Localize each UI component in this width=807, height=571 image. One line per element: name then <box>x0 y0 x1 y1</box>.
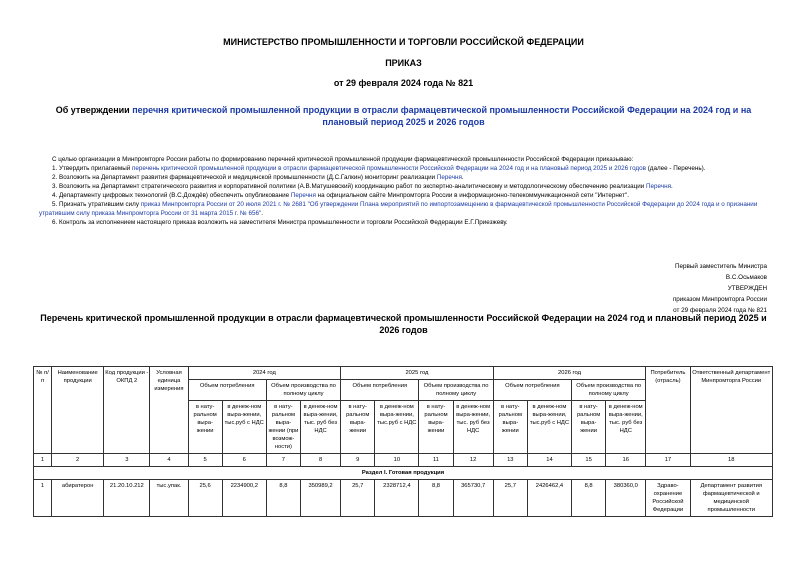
col-num: 16 <box>606 454 646 467</box>
signer-position: Первый заместитель Министра <box>674 263 767 270</box>
p5-text: 5. Признать утратившим силу <box>52 201 141 208</box>
col-num: 8 <box>300 454 340 467</box>
col-num: 4 <box>150 454 188 467</box>
header-natural: в нату-ральном выра-жении <box>493 401 527 454</box>
ministry-name: МИНИСТЕРСТВО ПРОМЫШЛЕННОСТИ И ТОРГОВЛИ РОССИЙСКОЙ ФЕДЕРАЦИИ <box>223 37 584 47</box>
value-cell: 380360,0 <box>606 480 646 517</box>
header-consumption-2026: Объем потребления <box>493 380 571 401</box>
value-cell: 8,8 <box>266 480 300 517</box>
header-consumption-2025: Объем потребления <box>341 380 419 401</box>
product-name: абиратерон <box>52 480 104 517</box>
consumer-cell: Здраво-охранение Российской Федерации <box>646 480 690 517</box>
col-num: 7 <box>266 454 300 467</box>
col-num: 9 <box>341 454 375 467</box>
p1-link[interactable]: перечень критической промышленной продукции в отрасли фармацевтической промышленности Российской Федерации на 2024 год и на плановый период 2025 и 2026 годов <box>132 165 646 172</box>
header-consumption-2024: Объем потребления <box>188 380 266 401</box>
header-unit: Условная единица измерения <box>150 367 188 454</box>
value-cell: 25,7 <box>341 480 375 517</box>
value-cell: 25,7 <box>493 480 527 517</box>
section-title: Раздел I. Готовая продукция <box>34 467 773 480</box>
signer-name: В.С.Осьмаков <box>725 274 767 281</box>
p5-link[interactable]: приказ Минпромторга России от 20 июля 2021 г. № 2681 "Об утверждении Плана мероприятий по импортозамещению в фармацевтической промышленности Российской Федерации до 2024 года и о признании утратившим силу приказа Минпромторга России от 31 марта 2015 г. № 656" <box>39 201 758 217</box>
col-num: 15 <box>572 454 606 467</box>
p4-suffix: на официальном сайте Минпромторга России в информационно-телекоммуникационной сети "Интернет". <box>315 192 629 199</box>
paragraph-5 <box>39 200 769 218</box>
col-num: 1 <box>34 454 52 467</box>
header-money: в денеж-ном выра-жении, тыс.руб с НДС <box>222 401 266 454</box>
p3-text: 3. Возложить на Департамент стратегического развития и корпоративной политики (А.В.Матушевский) координацию работ по экспертно-аналитическому и методологическому обеспечению реализации <box>52 183 647 190</box>
table-header-row-1 <box>34 367 773 380</box>
header-natural: в нату-ральном выра-жении <box>572 401 606 454</box>
paragraph-2 <box>39 173 769 182</box>
header-number: № п/п <box>34 367 52 454</box>
p2-link[interactable]: Перечня <box>436 174 462 181</box>
col-num: 10 <box>375 454 419 467</box>
paragraph-1 <box>39 164 769 173</box>
value-cell: 2234900,2 <box>222 480 266 517</box>
p5-suffix: . <box>261 210 263 217</box>
p2-suffix: . <box>461 174 464 181</box>
header-department: Ответственный департамент Минпромторга России <box>690 367 773 454</box>
p3-link[interactable]: Перечня <box>646 183 672 190</box>
approved-stamp: УТВЕРЖДЕН <box>727 285 767 292</box>
product-code: 21.20.10.212 <box>104 480 150 517</box>
products-table <box>33 366 773 517</box>
col-num: 2 <box>52 454 104 467</box>
header-money: в денеж-ном выра-жении, тыс.руб с НДС <box>375 401 419 454</box>
col-num: 11 <box>419 454 453 467</box>
paragraph-6: 6. Контроль за исполнением настоящего приказа возложить на заместителя Министра промышленности и торговли Российской Федерации Е.Г.Приезжеву. <box>52 219 508 226</box>
header-money-no-vat: в денеж-ном выра-жении, тыс. руб без НДС <box>606 401 646 454</box>
table-row <box>34 480 773 517</box>
col-num: 12 <box>453 454 493 467</box>
header-name: Наименование продукции <box>52 367 104 454</box>
header-natural: в нату-ральном выра-жении <box>341 401 375 454</box>
p4-text: 4. Департаменту цифровых технологий (В.С.Дождёв) обеспечить опубликование <box>52 192 291 199</box>
approved-by: приказом Минпромторга России <box>672 296 767 303</box>
title-link[interactable]: перечня критической промышленной продукции в отрасли фармацевтической промышленности Российской Федерации на 2024 год и на плановый период 2025 и 2026 годов <box>132 105 752 127</box>
col-num: 13 <box>493 454 527 467</box>
p1-suffix: (далее - Перечень). <box>645 165 706 172</box>
col-num: 3 <box>104 454 150 467</box>
signature-block <box>567 261 767 316</box>
paragraph-3 <box>39 182 769 191</box>
row-number: 1 <box>34 480 52 517</box>
column-numbers-row <box>34 454 773 467</box>
col-num: 14 <box>527 454 571 467</box>
p2-text: 2. Возложить на Департамент развития фармацевтической и медицинской промышленности (Д.С.Галкин) мониторинг реализации <box>52 174 437 181</box>
header-natural: в нату-ральном выра-жении <box>188 401 222 454</box>
col-num: 5 <box>188 454 222 467</box>
header-money-no-vat: в денеж-ном выра-жении, тыс. руб без НДС <box>453 401 493 454</box>
value-cell: 8,8 <box>572 480 606 517</box>
order-body <box>39 155 769 227</box>
header-production-2025: Объем производства по полному циклу <box>419 380 493 401</box>
col-num: 17 <box>646 454 690 467</box>
p1-text: 1. Утвердить прилагаемый <box>52 165 133 172</box>
section-row <box>34 467 773 480</box>
paragraph-4 <box>39 191 769 200</box>
order-date: от 29 февраля 2024 года № 821 <box>333 78 474 88</box>
title-prefix: Об утверждении <box>55 105 133 115</box>
value-cell: 8,8 <box>419 480 453 517</box>
header-code: Код продукции - ОКПД 2 <box>104 367 150 454</box>
approved-date: от 29 февраля 2024 года № 821 <box>673 307 767 314</box>
order-title <box>50 104 757 128</box>
header-money: в денеж-ном выра-жении, тыс.руб с НДС <box>527 401 571 454</box>
value-cell: 2426462,4 <box>527 480 571 517</box>
header-production-2026: Объем производства по полному циклу <box>572 380 646 401</box>
col-num: 18 <box>690 454 773 467</box>
value-cell: 350989,2 <box>300 480 340 517</box>
intro-paragraph: С целью организации в Минпромторге России работы по формированию перечней критической промышленной продукции фармацевтической промышленности Российской Федерации приказываю: <box>52 156 634 163</box>
p4-link[interactable]: Перечня <box>290 192 316 199</box>
department-cell: Департамент развития фармацевтической и медицинской промышленности <box>690 480 773 517</box>
header-year-2025: 2025 год <box>341 367 494 380</box>
header-consumer: Потребитель (отрасль) <box>646 367 690 454</box>
product-unit: тыс.упак. <box>150 480 188 517</box>
document-type: ПРИКАЗ <box>385 58 422 68</box>
header-year-2026: 2026 год <box>493 367 646 380</box>
header-production-2024: Объем производства по полному циклу <box>266 380 340 401</box>
header-year-2024: 2024 год <box>188 367 341 380</box>
list-title: Перечень критической промышленной продукции в отрасли фармацевтической промышленности Российской Федерации на 2024 год и плановый период 2025 и 2026 годов <box>40 313 767 335</box>
header-natural-possible: в нату-ральном выра-жении (при возмож-ности) <box>266 401 300 454</box>
header-money-no-vat: в денеж-ном выра-жении, тыс. руб без НДС <box>300 401 340 454</box>
col-num: 6 <box>222 454 266 467</box>
header-natural: в нату-ральном выра-жении <box>419 401 453 454</box>
value-cell: 2328712,4 <box>375 480 419 517</box>
p3-suffix: . <box>671 183 673 190</box>
value-cell: 25,6 <box>188 480 222 517</box>
value-cell: 365730,7 <box>453 480 493 517</box>
